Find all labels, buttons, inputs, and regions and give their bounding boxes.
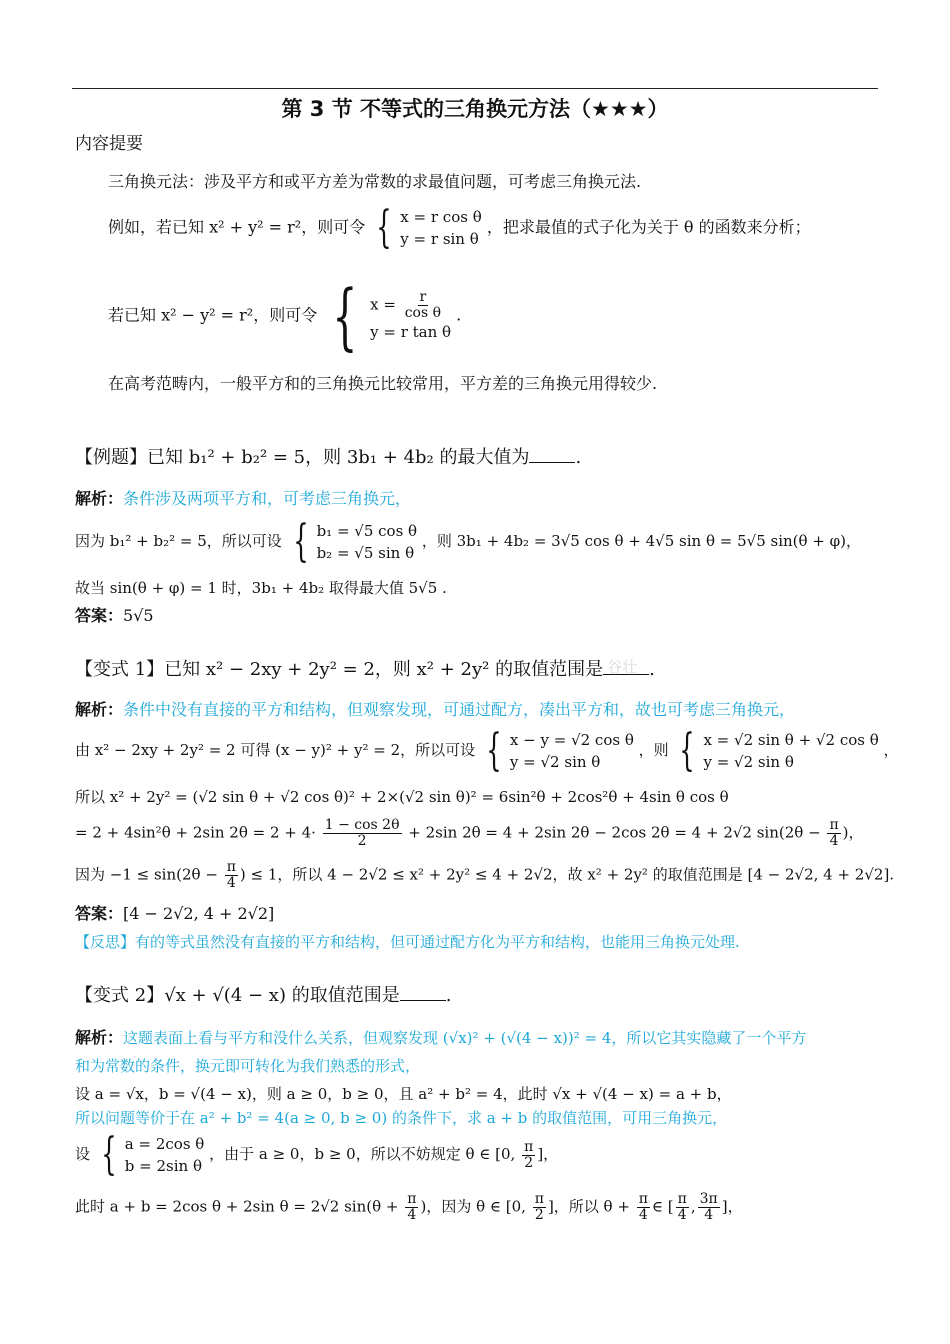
variant1-question xyxy=(75,658,655,681)
fraction xyxy=(522,1140,535,1171)
example-analysis xyxy=(75,488,411,510)
math-text: ]， xyxy=(721,1197,743,1216)
fraction xyxy=(533,1192,546,1223)
page-title: 第 3 节 不等式的三角换元方法（★★★） xyxy=(281,97,669,121)
system-row: y = r tan θ xyxy=(370,322,452,341)
fraction-denominator: 4 xyxy=(829,833,839,849)
variant2-line-4 xyxy=(75,1192,743,1223)
example-answer xyxy=(75,605,154,627)
analysis-label: 解析： xyxy=(75,489,124,508)
section-heading: 内容提要 xyxy=(75,134,143,154)
fraction-denominator: 4 xyxy=(704,1207,714,1223)
system-row: x = √2 sin θ + √2 cos θ xyxy=(703,731,879,749)
variant2-line-3 xyxy=(75,1129,559,1180)
system-row: a = 2cos θ xyxy=(124,1135,205,1153)
answer-label: 答案： xyxy=(75,904,124,923)
math-text: 此时 a + b = 2cos θ + 2sin θ = 2√2 sin(θ + xyxy=(75,1197,399,1216)
fraction-numerator: 1 − cos 2θ xyxy=(324,817,400,833)
intro-text: . xyxy=(456,305,462,325)
intro-text: 例如，若已知 x² + y² = r²，则可令 xyxy=(108,217,366,237)
fraction-denominator: 2 xyxy=(357,833,367,849)
example-question-text: 已知 b₁² + b₂² = 5，则 3b₁ + 4b₂ 的最大值为 xyxy=(147,447,530,468)
fraction xyxy=(698,1192,720,1223)
fraction xyxy=(827,818,840,849)
example-line-1 xyxy=(75,516,861,567)
answer-blank xyxy=(400,984,446,1001)
math-text: 由 x² − 2xy + 2y² = 2 可得 (x − y)² + y² = 2，所以可设 xyxy=(75,741,476,759)
analysis-note: 条件中没有直接的平方和结构，但观察发现，可通过配方，凑出平方和，故也可考虑三角换元， xyxy=(123,700,796,719)
math-text: ，由于 a ≥ 0，b ≥ 0，所以不妨规定 θ ∈ [0, xyxy=(209,1145,516,1163)
math-text: ]， xyxy=(537,1145,559,1163)
equation-system xyxy=(673,725,879,776)
question-end: . xyxy=(575,447,582,468)
example-line-2: 故当 sin(θ + φ) = 1 时，3b₁ + 4b₂ 取得最大值 5√5 . xyxy=(75,579,447,597)
analysis-note: 这题表面上看与平方和没什么关系，但观察发现 (√x)² + (√(4 − x))² = 4，所以它其实隐藏了一个平方 xyxy=(123,1029,807,1047)
reflection-label: 【反思】 xyxy=(75,933,136,951)
fraction-numerator: π xyxy=(524,1138,534,1155)
variant1-line-4 xyxy=(75,860,894,891)
math-text: + 2sin 2θ = 4 + 2sin 2θ − 2cos 2θ = 4 + 2√2 sin(2θ − xyxy=(408,823,821,842)
math-text: ]，所以 θ + xyxy=(547,1197,630,1216)
fraction-denominator: 2 xyxy=(524,1154,534,1171)
brace-icon: { xyxy=(101,1129,117,1180)
variant-label: 【变式 2】 xyxy=(75,985,165,1006)
math-text: 因为 b₁² + b₂² = 5，所以可设 xyxy=(75,532,282,550)
math-text: ) ≤ 1，所以 4 − 2√2 ≤ x² + 2y² ≤ 4 + 2√2，故 x² + 2y² 的取值范围是 [4 − 2√2, 4 + 2√2]. xyxy=(239,865,895,884)
header-rule xyxy=(72,88,878,89)
fraction-numerator: π xyxy=(638,1191,648,1207)
variant2-question xyxy=(75,984,451,1007)
system-row-x: x = xyxy=(370,295,396,313)
math-text: , xyxy=(690,1197,696,1216)
brace-icon: { xyxy=(292,516,309,567)
brace-icon: { xyxy=(332,274,358,358)
fraction-numerator: 3π xyxy=(699,1191,718,1207)
variant1-answer xyxy=(75,903,274,925)
reflection-text: 有的等式虽然没有直接的平方和结构，但可通过配方化为平方和结构，也能用三角换元处理. xyxy=(135,933,740,951)
variant2-line-2: 所以问题等价于在 a² + b² = 4(a ≥ 0, b ≥ 0) 的条件下，求 a + b 的取值范围，可用三角换元， xyxy=(75,1109,728,1127)
system-row: x − y = √2 cos θ xyxy=(509,731,634,749)
equation-system xyxy=(95,1129,205,1180)
analysis-note: 条件涉及两项平方和，可考虑三角换元， xyxy=(123,489,412,508)
intro-paragraph-3 xyxy=(108,274,462,358)
brace-icon: { xyxy=(486,725,502,776)
math-text: ，则 3b₁ + 4b₂ = 3√5 cos θ + 4√5 sin θ = 5√5 sin(θ + φ)， xyxy=(421,532,861,550)
variant1-line-3 xyxy=(75,818,864,849)
equation-system xyxy=(322,274,452,358)
fraction-numerator: π xyxy=(829,817,839,833)
variant1-line-2: 所以 x² + 2y² = (√2 sin θ + √2 cos θ)² + 2×(√2 sin θ)² = 6sin²θ + 2cos²θ + 4sin θ cos θ xyxy=(75,788,729,806)
example-question xyxy=(75,446,581,469)
answer-blank xyxy=(529,446,575,463)
math-text: ∈ [ xyxy=(651,1197,674,1216)
intro-paragraph-2 xyxy=(108,202,811,253)
brace-icon: { xyxy=(679,725,696,776)
example-label: 【例题】 xyxy=(75,447,147,468)
variant1-reflection xyxy=(75,931,740,953)
system-row: x = r cos θ xyxy=(400,208,482,226)
system-row: b₂ = √5 sin θ xyxy=(316,544,415,562)
variant-label: 【变式 1】 xyxy=(75,659,165,680)
system-row: b₁ = √5 cos θ xyxy=(316,522,418,540)
variant2-analysis-2: 和为常数的条件，换元即可转化为我们熟悉的形式， xyxy=(75,1057,421,1075)
fraction xyxy=(225,860,238,891)
system-row: y = √2 sin θ xyxy=(703,753,794,771)
variant-question-text: 已知 x² − 2xy + 2y² = 2，则 x² + 2y² 的取值范围是 xyxy=(164,659,604,680)
answer-blank xyxy=(603,658,649,675)
variant1-line-1 xyxy=(75,725,899,776)
intro-text: 若已知 x² − y² = r²，则可令 xyxy=(108,305,318,325)
analysis-label: 解析： xyxy=(75,1028,124,1047)
equation-system xyxy=(480,725,634,776)
fraction-numerator: π xyxy=(226,859,236,875)
fraction xyxy=(676,1192,689,1223)
variant-question-text: √x + √(4 − x) 的取值范围是 xyxy=(164,985,400,1006)
watermark: 谷壮 xyxy=(607,658,638,676)
fraction xyxy=(405,1192,418,1223)
brace-icon: { xyxy=(376,202,392,253)
fraction-denominator: 4 xyxy=(407,1207,417,1223)
math-text: = 2 + 4sin²θ + 2sin 2θ = 2 + 4· xyxy=(75,823,316,842)
system-row xyxy=(370,290,451,321)
fraction-denominator: 2 xyxy=(534,1207,544,1223)
fraction xyxy=(403,290,443,321)
answer-value: 5√5 xyxy=(123,606,154,625)
equation-system xyxy=(287,516,418,567)
variant2-analysis-1 xyxy=(75,1027,806,1049)
fraction-denominator: cos θ xyxy=(404,304,442,321)
system-row: b = 2sin θ xyxy=(124,1157,203,1175)
equation-system xyxy=(370,202,482,253)
system-row: y = r sin θ xyxy=(400,230,479,248)
math-text: ， xyxy=(883,741,899,759)
question-end: . xyxy=(649,659,655,680)
answer-value: [4 − 2√2, 4 + 2√2] xyxy=(123,904,275,923)
fraction-denominator: 4 xyxy=(638,1207,648,1223)
analysis-label: 解析： xyxy=(75,700,124,719)
math-text: )， xyxy=(842,823,864,842)
variant1-analysis xyxy=(75,699,795,721)
intro-paragraph-1: 三角换元法：涉及平方和或平方差为常数的求最值问题，可考虑三角换元法. xyxy=(108,172,642,191)
math-text: 设 xyxy=(75,1145,91,1163)
fraction-denominator: 4 xyxy=(677,1207,687,1223)
variant2-line-1: 设 a = √x，b = √(4 − x)，则 a ≥ 0，b ≥ 0，且 a² + b² = 4，此时 √x + √(4 − x) = a + b， xyxy=(75,1085,732,1103)
fraction xyxy=(637,1192,650,1223)
math-text: )，因为 θ ∈ [0, xyxy=(420,1197,526,1216)
fraction-numerator: π xyxy=(677,1191,687,1207)
fraction-numerator: π xyxy=(407,1191,417,1207)
fraction xyxy=(323,818,402,849)
intro-paragraph-4: 在高考范畴内，一般平方和的三角换元比较常用，平方差的三角换元用得较少. xyxy=(108,374,658,393)
answer-label: 答案： xyxy=(75,606,124,625)
intro-text: ，把求最值的式子化为关于 θ 的函数来分析； xyxy=(486,217,811,237)
question-end: . xyxy=(445,985,452,1006)
system-row: y = √2 sin θ xyxy=(509,753,601,771)
math-text: 因为 −1 ≤ sin(2θ − xyxy=(75,865,218,884)
fraction-numerator: r xyxy=(419,288,427,305)
fraction-denominator: 4 xyxy=(226,875,236,891)
fraction-numerator: π xyxy=(534,1191,544,1207)
math-text: ，则 xyxy=(638,741,669,759)
